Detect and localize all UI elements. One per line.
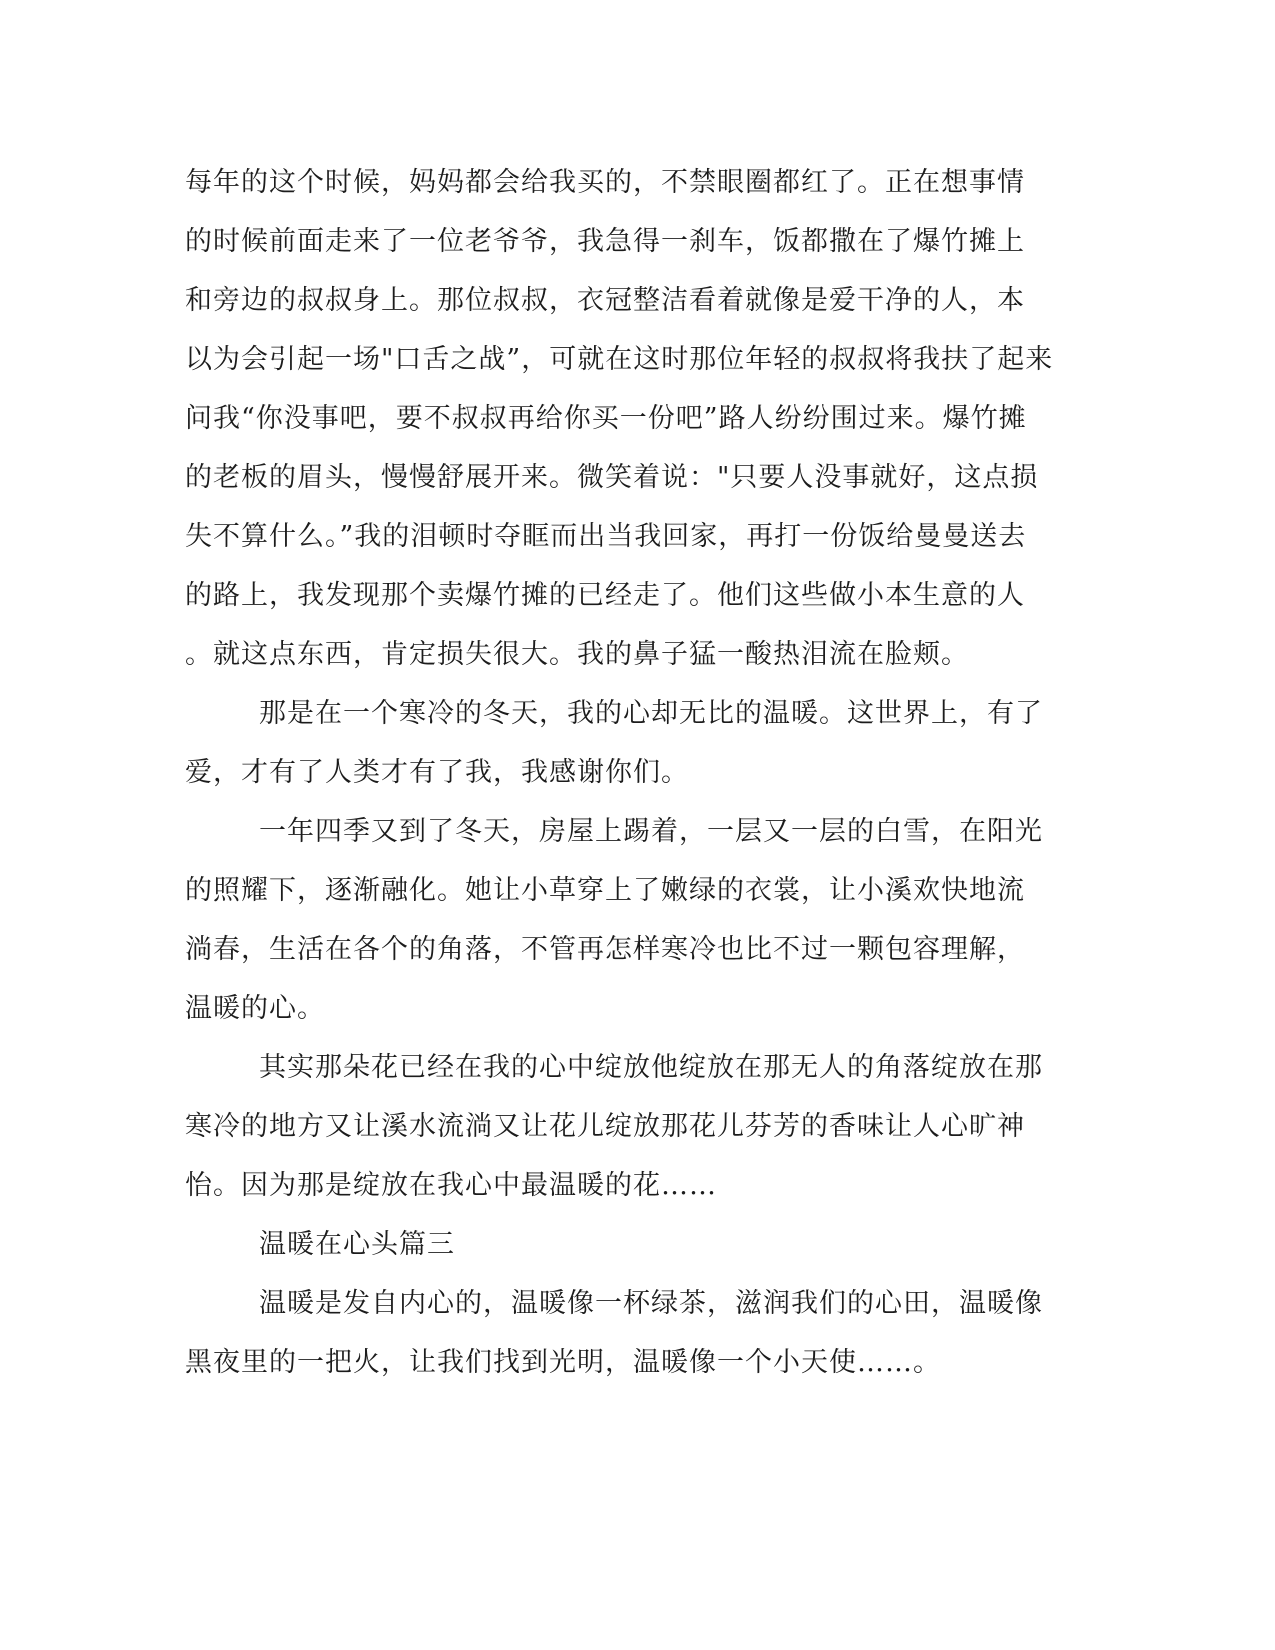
text-line: 的老板的眉头，慢慢舒展开来。微笑着说："只要人没事就好，这点损 [185, 462, 1039, 493]
text-line: 的照耀下，逐渐融化。她让小草穿上了嫩绿的衣裳，让小溪欢快地流 [185, 875, 1025, 906]
text-line: 黑夜里的一把火，让我们找到光明，温暖像一个小天使……。 [185, 1347, 941, 1378]
text-line: 淌春，生活在各个的角落，不管再怎样寒冷也比不过一颗包容理解， [185, 934, 1025, 965]
paragraph-first-line: 温暖是发自内心的，温暖像一杯绿茶，滋润我们的心田，温暖像 [259, 1288, 1043, 1319]
text-line: 怡。因为那是绽放在我心中最温暖的花…… [185, 1170, 717, 1201]
text-line: 爱，才有了人类才有了我，我感谢你们。 [185, 757, 689, 788]
text-line: 失不算什么。”我的泪顿时夺眶而出当我回家，再打一份饭给曼曼送去 [185, 521, 1027, 552]
text-line: 每年的这个时候，妈妈都会给我买的，不禁眼圈都红了。正在想事情 [185, 167, 1025, 198]
text-line: 以为会引起一场"口舌之战”，可就在这时那位年轻的叔叔将我扶了起来 [185, 344, 1054, 375]
text-line: 和旁边的叔叔身上。那位叔叔，衣冠整洁看着就像是爱干净的人，本 [185, 285, 1025, 316]
paragraph-first-line: 一年四季又到了冬天，房屋上踢着，一层又一层的白雪，在阳光 [259, 816, 1043, 847]
section-heading: 温暖在心头篇三 [259, 1229, 455, 1260]
text-line: 寒冷的地方又让溪水流淌又让花儿绽放那花儿芬芳的香味让人心旷神 [185, 1111, 1025, 1142]
text-line: 的路上，我发现那个卖爆竹摊的已经走了。他们这些做小本生意的人 [185, 580, 1025, 611]
text-line: 。就这点东西，肯定损失很大。我的鼻子猛一酸热泪流在脸颊。 [185, 639, 969, 670]
paragraph-first-line: 那是在一个寒冷的冬天，我的心却无比的温暖。这世界上，有了 [259, 698, 1043, 729]
text-line: 温暖的心。 [185, 993, 325, 1024]
text-line: 问我“你没事吧，要不叔叔再给你买一份吧”路人纷纷围过来。爆竹摊 [185, 403, 1027, 434]
paragraph-first-line: 其实那朵花已经在我的心中绽放他绽放在那无人的角落绽放在那 [259, 1052, 1043, 1083]
text-line: 的时候前面走来了一位老爷爷，我急得一刹车，饭都撒在了爆竹摊上 [185, 226, 1025, 257]
